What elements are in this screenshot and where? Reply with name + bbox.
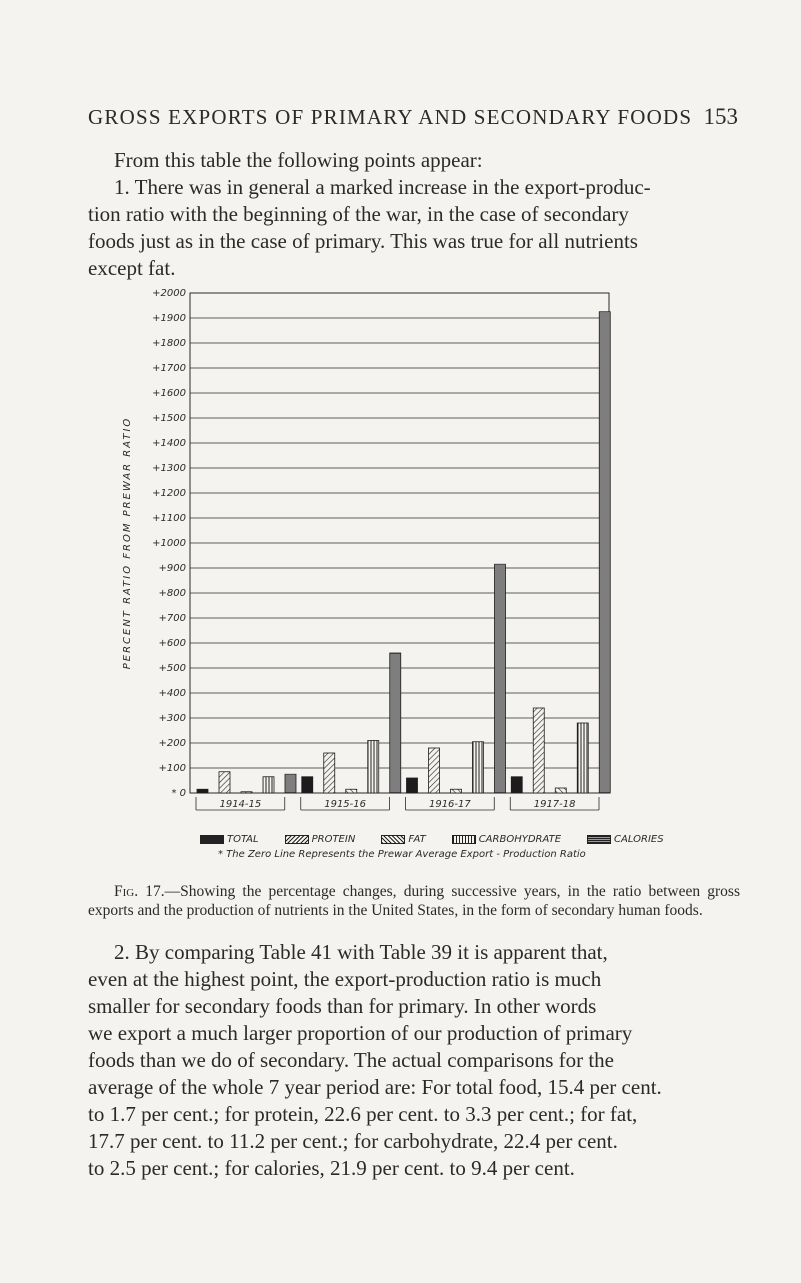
bar-total <box>197 789 208 793</box>
bar-carbohydrate <box>263 777 274 793</box>
y-tick-label: * 0 <box>171 788 186 799</box>
y-tick-label: +1100 <box>152 513 186 524</box>
bar-protein <box>429 748 440 793</box>
y-tick-label: +1500 <box>152 413 186 424</box>
y-tick-label: +500 <box>158 663 186 674</box>
body-line: we export a much larger proportion of our production of primary <box>88 1021 633 1045</box>
legend-swatch <box>381 835 405 844</box>
legend-label: TOTAL <box>227 834 259 845</box>
y-tick-label: +1200 <box>152 488 186 499</box>
y-tick-label: +1900 <box>152 313 186 324</box>
bar-carbohydrate <box>473 742 484 793</box>
y-tick-label: +200 <box>158 738 186 749</box>
y-tick-label: +1000 <box>152 538 186 549</box>
y-tick-label: +700 <box>158 613 186 624</box>
x-tick-label: 1915-16 <box>324 799 367 810</box>
y-tick-label: +1400 <box>152 438 186 449</box>
body-text <box>88 939 740 1182</box>
y-axis-label: PERCENT RATIO FROM PREWAR RATIO <box>122 416 133 670</box>
bar-fat <box>241 792 252 793</box>
chart-legend <box>200 834 760 845</box>
figure-label: Fig. 17. <box>114 883 165 900</box>
legend-item-fat <box>381 834 425 845</box>
bar-protein <box>533 708 544 793</box>
y-tick-label: +600 <box>158 638 186 649</box>
bar-calories <box>285 774 296 793</box>
intro-line: 1. There was in general a marked increase in the export-produc- <box>114 175 651 199</box>
y-tick-label: +300 <box>158 713 186 724</box>
legend-label: CARBOHYDRATE <box>478 834 562 845</box>
y-tick-label: +400 <box>158 688 186 699</box>
legend-item-carbohydrate <box>452 834 561 845</box>
bar-calories <box>495 564 506 793</box>
y-tick-label: +2000 <box>152 288 186 299</box>
bar-carbohydrate <box>368 741 379 794</box>
intro-line: foods just as in the case of primary. This was true for all nutrients <box>88 229 638 253</box>
chart-note: * The Zero Line Represents the Prewar Average Export - Production Ratio <box>218 849 586 860</box>
running-title: GROSS EXPORTS OF PRIMARY AND SECONDARY FOODS <box>88 105 693 129</box>
intro-text <box>88 147 740 282</box>
legend-label: FAT <box>408 834 426 845</box>
export-ratio-chart <box>100 285 620 820</box>
body-line: to 1.7 per cent.; for protein, 22.6 per cent. to 3.3 per cent.; for fat, <box>88 1102 638 1126</box>
legend-item-total <box>200 834 259 845</box>
legend-label: CALORIES <box>614 834 664 845</box>
body-line: even at the highest point, the export-production ratio is much <box>88 967 602 991</box>
body-line: foods than we do of secondary. The actual comparisons for the <box>88 1048 615 1072</box>
body-line: to 2.5 per cent.; for calories, 21.9 per cent. to 9.4 per cent. <box>88 1156 575 1180</box>
legend-label: PROTEIN <box>311 834 356 845</box>
bar-total <box>407 778 418 793</box>
body-line: average of the whole 7 year period are: For total food, 15.4 per cent. <box>88 1075 662 1099</box>
bar-protein <box>324 753 335 793</box>
bar-fat <box>451 789 462 793</box>
body-line: 2. By comparing Table 41 with Table 39 it is apparent that, <box>114 940 608 964</box>
running-header <box>88 104 738 130</box>
x-tick-label: 1914-15 <box>219 799 262 810</box>
legend-swatch <box>587 835 611 844</box>
figure-caption-text: —Showing the percentage changes, during successive years, in the ratio between gross exports and the production of nutrients in the United States, in the form of secondary human foods. <box>88 883 740 919</box>
bar-protein <box>219 772 230 793</box>
x-tick-label: 1916-17 <box>428 799 471 810</box>
body-line: smaller for secondary foods than for primary. In other words <box>88 994 597 1018</box>
legend-swatch <box>452 835 476 844</box>
body-line: 17.7 per cent. to 11.2 per cent.; for carbohydrate, 22.4 per cent. <box>88 1129 618 1153</box>
chart-y-ticks <box>152 288 186 799</box>
legend-item-calories <box>587 834 664 845</box>
bar-total <box>511 777 522 793</box>
page-number: 153 <box>703 104 738 129</box>
intro-line: From this table the following points appear: <box>114 148 483 172</box>
y-tick-label: +900 <box>158 563 186 574</box>
bar-total <box>302 777 313 793</box>
bar-fat <box>555 788 566 793</box>
y-tick-label: +1800 <box>152 338 186 349</box>
y-tick-label: +800 <box>158 588 186 599</box>
x-tick-label: 1917-18 <box>533 799 576 810</box>
chart-x-axis <box>196 797 599 810</box>
y-tick-label: +1300 <box>152 463 186 474</box>
legend-item-protein <box>285 834 356 845</box>
y-tick-label: +1700 <box>152 363 186 374</box>
legend-swatch <box>200 835 224 844</box>
bar-fat <box>346 789 357 793</box>
chart-bars <box>197 312 610 793</box>
intro-line: except fat. <box>88 256 176 280</box>
y-tick-label: +100 <box>158 763 186 774</box>
figure-caption <box>88 882 740 920</box>
legend-swatch <box>285 835 309 844</box>
bar-calories <box>599 312 610 793</box>
bar-carbohydrate <box>577 723 588 793</box>
intro-line: tion ratio with the beginning of the war, in the case of secondary <box>88 202 629 226</box>
bar-calories <box>390 653 401 793</box>
y-tick-label: +1600 <box>152 388 186 399</box>
